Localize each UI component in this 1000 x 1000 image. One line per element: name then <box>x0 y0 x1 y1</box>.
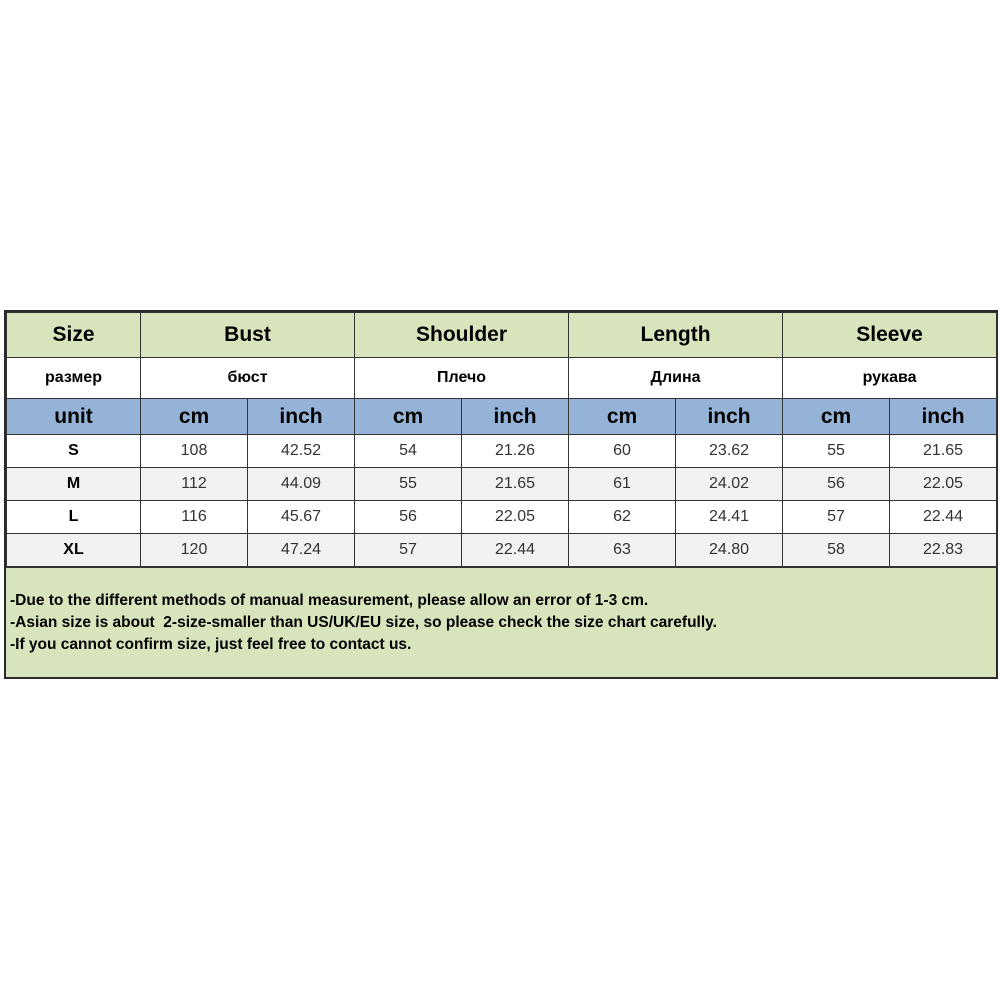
sleeve-header: Sleeve <box>783 313 997 358</box>
bust-cm-cell: 112 <box>141 468 248 501</box>
table-row <box>7 534 997 567</box>
length-cm-cell: 62 <box>569 501 676 534</box>
bust-cm-unit: cm <box>141 399 248 435</box>
size-header-ru: размер <box>7 358 141 399</box>
sleeve-cm-cell: 57 <box>783 501 890 534</box>
length-inch-unit: inch <box>676 399 783 435</box>
bust-inch-unit: inch <box>248 399 355 435</box>
length-inch-cell: 24.80 <box>676 534 783 567</box>
shoulder-cm-cell: 56 <box>355 501 462 534</box>
length-header-ru: Длина <box>569 358 783 399</box>
length-cm-cell: 61 <box>569 468 676 501</box>
table-row <box>7 435 997 468</box>
note-contact: -If you cannot confirm size, just feel free to contact us. <box>10 636 412 653</box>
table-row <box>7 468 997 501</box>
shoulder-inch-cell: 22.05 <box>462 501 569 534</box>
bust-cm-cell: 120 <box>141 534 248 567</box>
shoulder-inch-cell: 21.26 <box>462 435 569 468</box>
length-header: Length <box>569 313 783 358</box>
bust-inch-cell: 44.09 <box>248 468 355 501</box>
size-table <box>6 312 997 567</box>
sleeve-cm-unit: cm <box>783 399 890 435</box>
bust-cm-cell: 116 <box>141 501 248 534</box>
shoulder-cm-unit: cm <box>355 399 462 435</box>
length-inch-cell: 23.62 <box>676 435 783 468</box>
sleeve-inch-cell: 22.83 <box>890 534 997 567</box>
length-cm-cell: 63 <box>569 534 676 567</box>
size-cell: L <box>7 501 141 534</box>
size-chart <box>4 310 998 679</box>
bust-inch-cell: 42.52 <box>248 435 355 468</box>
size-cell: XL <box>7 534 141 567</box>
size-cell: S <box>7 435 141 468</box>
sleeve-inch-cell: 22.44 <box>890 501 997 534</box>
shoulder-cm-cell: 57 <box>355 534 462 567</box>
shoulder-header-ru: Плечо <box>355 358 569 399</box>
shoulder-inch-unit: inch <box>462 399 569 435</box>
shoulder-cm-cell: 54 <box>355 435 462 468</box>
length-inch-cell: 24.41 <box>676 501 783 534</box>
sleeve-cm-cell: 58 <box>783 534 890 567</box>
bust-header-ru: бюст <box>141 358 355 399</box>
shoulder-inch-cell: 22.44 <box>462 534 569 567</box>
bust-inch-cell: 47.24 <box>248 534 355 567</box>
sleeve-inch-cell: 22.05 <box>890 468 997 501</box>
sleeve-cm-cell: 55 <box>783 435 890 468</box>
length-cm-unit: cm <box>569 399 676 435</box>
shoulder-header: Shoulder <box>355 313 569 358</box>
sleeve-inch-cell: 21.65 <box>890 435 997 468</box>
note-asian-size: -Asian size is about 2-size-smaller than US/UK/EU size, so please check the size chart carefully. <box>10 614 717 631</box>
sleeve-header-ru: рукава <box>783 358 997 399</box>
unit-row <box>7 399 997 435</box>
bust-cm-cell: 108 <box>141 435 248 468</box>
header-row <box>7 313 997 358</box>
size-header: Size <box>7 313 141 358</box>
length-inch-cell: 24.02 <box>676 468 783 501</box>
unit-label: unit <box>7 399 141 435</box>
notes-panel <box>6 567 996 677</box>
sleeve-inch-unit: inch <box>890 399 997 435</box>
bust-inch-cell: 45.67 <box>248 501 355 534</box>
length-cm-cell: 60 <box>569 435 676 468</box>
bust-header: Bust <box>141 313 355 358</box>
size-cell: M <box>7 468 141 501</box>
table-row <box>7 501 997 534</box>
shoulder-inch-cell: 21.65 <box>462 468 569 501</box>
russian-header-row <box>7 358 997 399</box>
sleeve-cm-cell: 56 <box>783 468 890 501</box>
shoulder-cm-cell: 55 <box>355 468 462 501</box>
note-measurement-error: -Due to the different methods of manual measurement, please allow an error of 1-3 cm. <box>10 592 649 609</box>
